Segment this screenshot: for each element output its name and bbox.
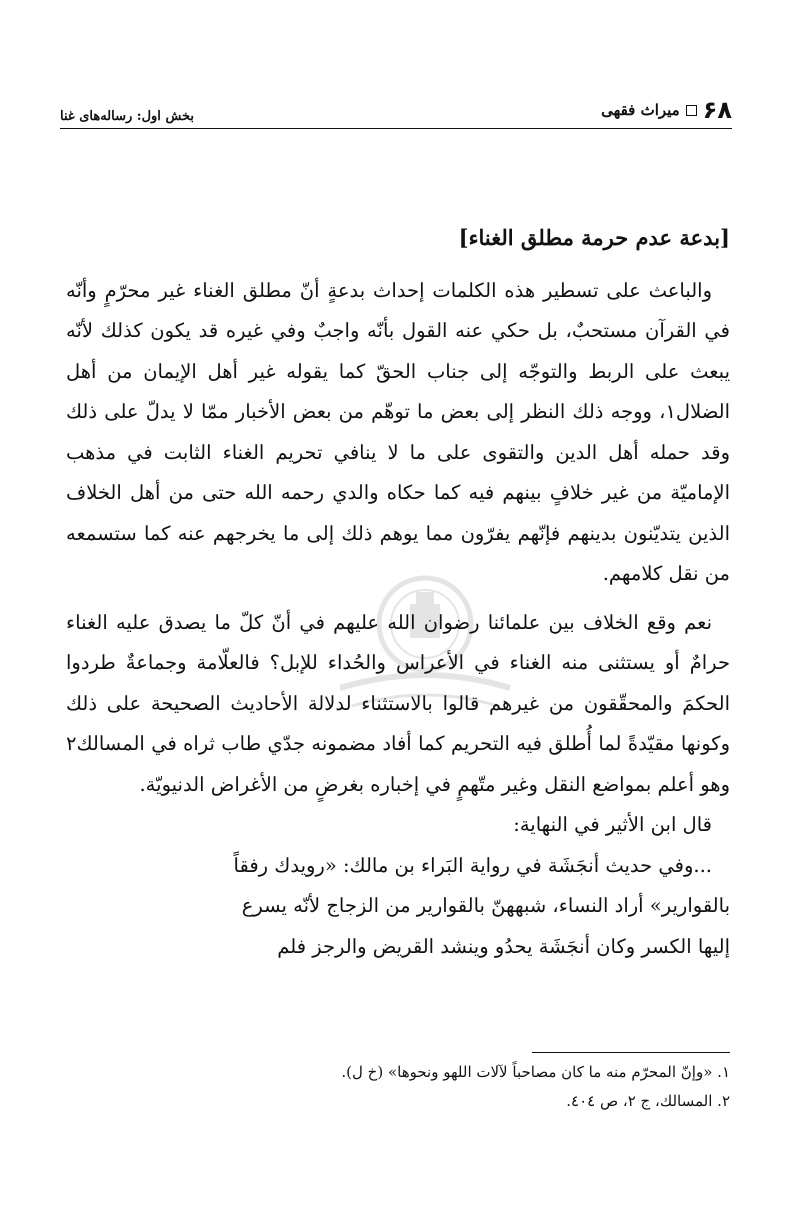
footnote: ١. «وإنّ المحرّم منه ما كان مصاحباً لآلات اللهو ونحوها» (خ ل). bbox=[341, 1063, 730, 1081]
main-text bbox=[66, 218, 730, 967]
square-bullet-icon bbox=[686, 105, 697, 116]
section-heading: [بدعة عدم حرمة مطلق الغناء] bbox=[458, 225, 730, 250]
footnote: ٢. المسالك، ج ٢، ص ٤٠٤. bbox=[566, 1092, 730, 1110]
quote-line: ...وفي حديث أنجَشَة في رواية البَراء بن مالك: «رويدك رفقاً bbox=[233, 853, 712, 877]
paragraph: نعم وقع الخلاف بين علمائنا رضوان الله عليهم في أنّ كلّ ما يصدق عليه الغناء حرامٌ أو يستثنى منه الغناء في الأعراس والحُداء للإبل؟ فالعلّامة وجماعةٌ طردوا الحكمَ والمحقّقون من غيرهم قالوا بالاستثناء لدلالة الأحاديث الصحيحة على ذلك وكونها مقيّدةً لما أُطلق فيه التحريم كما أفاد مضمونه جدّي طاب ثراه في المسالك٢ وهو أعلم بمواضع النقل وغير متّهمٍ في إخباره بغرضٍ من الأغراض الدنيويّة. bbox=[66, 610, 730, 796]
book-title: میراث فقهی bbox=[601, 101, 680, 119]
section-title: بخش اول: رساله‌های غنا bbox=[60, 109, 195, 124]
quote-line: إليها الكسر وكان أنجَشَة يحدُو وينشد القريض والرجز فلم bbox=[277, 934, 730, 958]
footnote-divider bbox=[532, 1052, 730, 1053]
quote-line: بالقوارير» أراد النساء، شبههنّ بالقوارير من الزجاج لأنّه يسرع bbox=[241, 894, 730, 917]
paragraph: والباعث على تسطير هذه الكلمات إحداث بدعةٍ أنّ مطلق الغناء غير محرّمٍ وأنّه في القرآن مستحبٌ، بل حكي عنه القول بأنّه واجبٌ وفي غيره قد يكون كذلك لأنّه يبعث على الربط والتوجّه إلى جناب الحقّ كما يقوله غير أهل الإيمان من أهل الضلال١، ووجه ذلك النظر إلى بعض ما توهّم من بعض الأخبار ممّا لا يدلّ على ذلك وقد حمله أهل الدين والتقوى على ما لا ينافي تحريم الغناء الثابت في مذهب الإماميّة من غير خلافٍ بينهم فيه كما حكاه والدي رحمه الله حتى من أهل الخلاف الذين يتديّنون بدينهم فإنّهم يفرّون مما يوهم ذلك إلى ما يخرجهم عنه كما ستسمعه من نقل كلامهم. bbox=[66, 278, 730, 585]
header-divider bbox=[60, 128, 732, 129]
footnotes bbox=[66, 1058, 730, 1116]
header-page-info bbox=[601, 96, 732, 124]
quote-intro: قال ابن الأثير في النهاية: bbox=[513, 813, 712, 836]
running-header bbox=[60, 84, 732, 124]
page-number: ۶۸ bbox=[702, 96, 732, 124]
